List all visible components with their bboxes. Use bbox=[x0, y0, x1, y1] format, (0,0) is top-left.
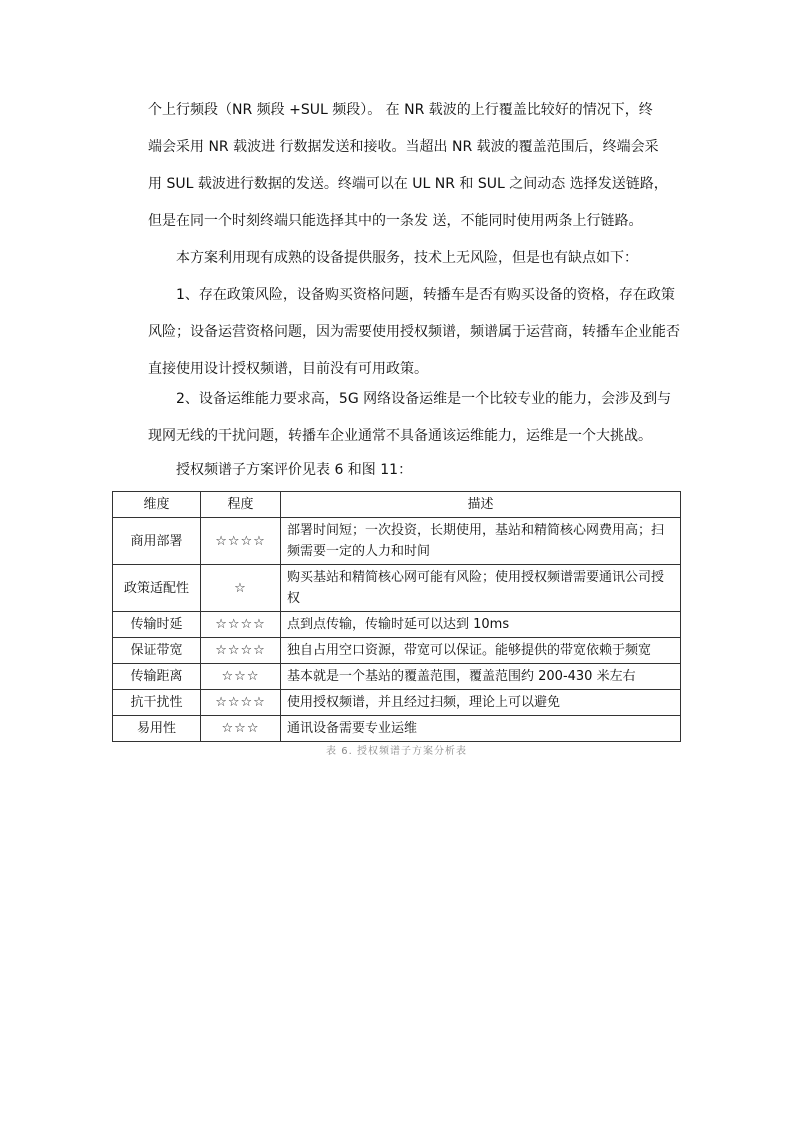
text-line: 1、存在政策风险，设备购买资格问题，转播车是否有购买设备的资格，存在政策 bbox=[176, 287, 675, 303]
text-line: 端会采用 NR 载波进 行数据发送和接收。当超出 NR 载波的覆盖范围后，终端会采 bbox=[148, 139, 659, 155]
cell-description: 独自占用空口资源，带宽可以保证。能够提供的带宽依赖于频宽 bbox=[281, 638, 681, 664]
paragraph-table-reference bbox=[148, 452, 678, 489]
table-row bbox=[113, 612, 681, 638]
cell-rating: ☆☆☆☆ bbox=[201, 612, 281, 638]
table-row bbox=[113, 565, 681, 612]
table-row bbox=[113, 518, 681, 565]
text-line: 用 SUL 载波进行数据的发送。终端可以在 UL NR 和 SUL 之间动态 选择发送链路， bbox=[148, 176, 668, 192]
cell-rating: ☆☆☆ bbox=[201, 716, 281, 742]
cell-description: 基本就是一个基站的覆盖范围，覆盖范围约 200-430 米左右 bbox=[281, 664, 681, 690]
cell-description: 通讯设备需要专业运维 bbox=[281, 716, 681, 742]
cell-rating: ☆ bbox=[201, 565, 281, 612]
table-row bbox=[113, 664, 681, 690]
cell-dimension: 保证带宽 bbox=[113, 638, 201, 664]
cell-dimension: 易用性 bbox=[113, 716, 201, 742]
header-rating: 程度 bbox=[201, 492, 281, 518]
text-line: 现网无线的干扰问题，转播车企业通常不具备通该运维能力，运维是一个大挑战。 bbox=[148, 428, 652, 444]
cell-dimension: 传输时延 bbox=[113, 612, 201, 638]
text-line: 本方案利用现有成熟的设备提供服务，技术上无风险，但是也有缺点如下： bbox=[176, 250, 638, 266]
table-header-row bbox=[113, 492, 681, 518]
table-row bbox=[113, 638, 681, 664]
paragraph-scheme-intro bbox=[148, 240, 678, 277]
header-description: 描述 bbox=[281, 492, 681, 518]
paragraph-policy-risk bbox=[148, 277, 678, 388]
cell-description: 部署时间短；一次投资，长期使用，基站和精简核心网费用高；扫频需要一定的人力和时间 bbox=[281, 518, 681, 565]
text-line: 直接使用设计授权频谱，目前没有可用政策。 bbox=[148, 361, 428, 377]
header-dimension: 维度 bbox=[113, 492, 201, 518]
text-line: 但是在同一个时刻终端只能选择其中的一条发 送，不能同时使用两条上行链路。 bbox=[148, 213, 643, 229]
table-row bbox=[113, 690, 681, 716]
table-caption: 表 6. 授权频谱子方案分析表 bbox=[326, 746, 467, 757]
cell-dimension: 抗干扰性 bbox=[113, 690, 201, 716]
cell-rating: ☆☆☆☆ bbox=[201, 638, 281, 664]
evaluation-table bbox=[112, 491, 681, 742]
cell-dimension: 商用部署 bbox=[113, 518, 201, 565]
text-line: 2、设备运维能力要求高，5G 网络设备运维是一个比较专业的能力，会涉及到与 bbox=[176, 391, 672, 407]
text-line: 风险；设备运营资格问题，因为需要使用授权频谱，频谱属于运营商，转播车企业能否 bbox=[148, 324, 680, 340]
cell-description: 购买基站和精简核心网可能有风险；使用授权频谱需要通讯公司授权 bbox=[281, 565, 681, 612]
cell-dimension: 传输距离 bbox=[113, 664, 201, 690]
text-line: 授权频谱子方案评价见表 6 和图 11： bbox=[176, 462, 413, 478]
cell-rating: ☆☆☆☆ bbox=[201, 518, 281, 565]
cell-dimension: 政策适配性 bbox=[113, 565, 201, 612]
cell-rating: ☆☆☆☆ bbox=[201, 690, 281, 716]
table-row bbox=[113, 716, 681, 742]
paragraph-maintenance bbox=[148, 381, 678, 455]
cell-description: 点到点传输，传输时延可以达到 10ms bbox=[281, 612, 681, 638]
text-line: 个上行频段（NR 频段 +SUL 频段）。 在 NR 载波的上行覆盖比较好的情况下，终 bbox=[148, 102, 653, 118]
cell-rating: ☆☆☆ bbox=[201, 664, 281, 690]
paragraph-sul-description bbox=[148, 92, 678, 240]
cell-description: 使用授权频谱，并且经过扫频，理论上可以避免 bbox=[281, 690, 681, 716]
